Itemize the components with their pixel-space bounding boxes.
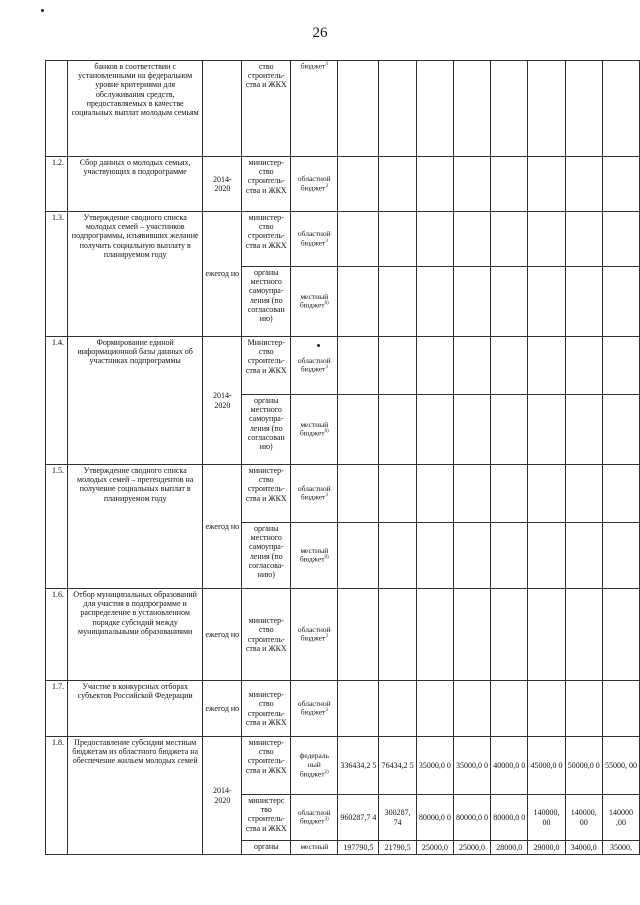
measure-name: Утверждение сводного списка молодых семей – участников подпрограммы, изъявивших желание получить социальную выплату в планируемом году: [67, 212, 203, 337]
term: 2014-2020: [203, 337, 242, 465]
row-number: 1.4.: [46, 337, 68, 465]
page-number: 26: [312, 25, 328, 41]
table-row: [46, 737, 640, 795]
executor: органы местного самоупра-ления (по согласова-нию): [242, 523, 291, 589]
value-cell: 29000,0: [528, 841, 565, 855]
executor: Министер-ство строитель-ства и ЖКХ: [242, 337, 291, 395]
executor: министер-ство строитель-ства и ЖКХ: [242, 212, 291, 267]
funding-source: местный бюджет$^{6)}$: [291, 267, 338, 337]
table-row: [46, 681, 640, 737]
table-row: [46, 212, 640, 267]
value-cell: 80000,0 0: [416, 795, 453, 841]
table-row: [46, 465, 640, 523]
funding-source: федераль ный бюджет$^{2)}$: [291, 737, 338, 795]
value-cell: 40000,0 0: [491, 737, 528, 795]
table-row: [46, 589, 640, 681]
executor: министерс тво строитель-ства и ЖКХ: [242, 795, 291, 841]
executor: ство строитель-ства и ЖКХ: [242, 61, 291, 157]
measure-name: Участие в конкурсных отборах субъектов Российской Федерации: [67, 681, 203, 737]
value-cell: 25000,0: [453, 841, 490, 855]
value-cell: 76434,2 5: [379, 737, 416, 795]
value-cell: 35000,: [602, 841, 639, 855]
term: 2014-2020: [203, 157, 242, 212]
funding-source: бюджет$^3$: [291, 61, 338, 157]
value-cell: 960287,7 4: [338, 795, 379, 841]
table-row: [46, 337, 640, 395]
value-cell: 34000,0: [565, 841, 602, 855]
funding-source: областной бюджет$^3$: [291, 157, 338, 212]
executor: органы: [242, 841, 291, 855]
table-row: [46, 61, 640, 157]
executor: министер-ство строитель-ства и ЖКХ: [242, 589, 291, 681]
term: ежегод но: [203, 681, 242, 737]
term: 2014-2020: [203, 737, 242, 855]
measure-name: Отбор муниципальных образований для участия в подпрограмме и распределение в установленном порядке субсидий между муниципальными образованиями: [67, 589, 203, 681]
executor: органы местного самоупра-ления (по согласован ию): [242, 395, 291, 465]
funding-source: областной бюджет$^{3)}$: [291, 795, 338, 841]
funding-source: областной бюджет$^3$: [291, 337, 338, 395]
value-cell: 140000 ,00: [602, 795, 639, 841]
funding-source: местный бюджет$^{6)}$: [291, 523, 338, 589]
measure-name: Предоставление субсидии местным бюджетам из областного бюджета на обеспечение жильем молодых семей: [67, 737, 203, 855]
value-cell: 197790,5: [338, 841, 379, 855]
value-cell: 140000, 00: [565, 795, 602, 841]
value-cell: 35000,0 0: [453, 737, 490, 795]
value-cell: 336434,2 5: [338, 737, 379, 795]
value-cell: 28000,0: [491, 841, 528, 855]
measure-name: Утверждение сводного списка молодых семей – претендентов на получение социальных выплат в планируемом году: [67, 465, 203, 589]
term: ежегод но: [203, 589, 242, 681]
measure-name: Формирование единой информационной базы данных об участниках подпрограммы: [67, 337, 203, 465]
measure-name: банков в соответствии с установленными на федеральном уровне критериями для обслуживания средств, предоставляемых в качестве социальных выплат молодым семьям: [67, 61, 203, 157]
measure-name: Сбор данных о молодых семьях, участвующих в подпрограмме: [67, 157, 203, 212]
program-measures-table: [45, 60, 640, 855]
executor: органы местного самоупра-ления (по согласован ию): [242, 267, 291, 337]
funding-source: местный бюджет$^{6)}$: [291, 395, 338, 465]
value-cell: 25000,0: [416, 841, 453, 855]
row-number: 1.6.: [46, 589, 68, 681]
funding-source: областной бюджет$^3$: [291, 212, 338, 267]
value-cell: 300287, 74: [379, 795, 416, 841]
row-number: 1.5.: [46, 465, 68, 589]
value-cell: 21790,5: [379, 841, 416, 855]
table-row: [46, 157, 640, 212]
row-number: 1.2.: [46, 157, 68, 212]
term: ежегод но: [203, 465, 242, 589]
value-cell: 50000,0 0: [565, 737, 602, 795]
row-number: 1.3.: [46, 212, 68, 337]
value-cell: 55000, 00: [602, 737, 639, 795]
value-cell: 80000,0 0: [491, 795, 528, 841]
value-cell: 35000,0 0: [416, 737, 453, 795]
executor: министер-ство строитель-ства и ЖКХ: [242, 157, 291, 212]
value-cell: 140000, 00: [528, 795, 565, 841]
scan-speck: [41, 9, 44, 12]
funding-source: областной бюджет$^3$: [291, 465, 338, 523]
value-cell: 80000,0 0: [453, 795, 490, 841]
row-number: 1.7.: [46, 681, 68, 737]
scan-speck: [317, 344, 320, 347]
term: ежегод но: [203, 212, 242, 337]
funding-source: областной бюджет$^3$: [291, 589, 338, 681]
executor: министер-ство строитель-ства и ЖКХ: [242, 681, 291, 737]
executor: министер-ство строитель-ства и ЖКХ: [242, 737, 291, 795]
funding-source: областной бюджет$^3$: [291, 681, 338, 737]
row-number: 1.8.: [46, 737, 68, 855]
funding-source: местный: [291, 841, 338, 855]
value-cell: 45000,0 0: [528, 737, 565, 795]
executor: министер-ство строитель-ства и ЖКХ: [242, 465, 291, 523]
